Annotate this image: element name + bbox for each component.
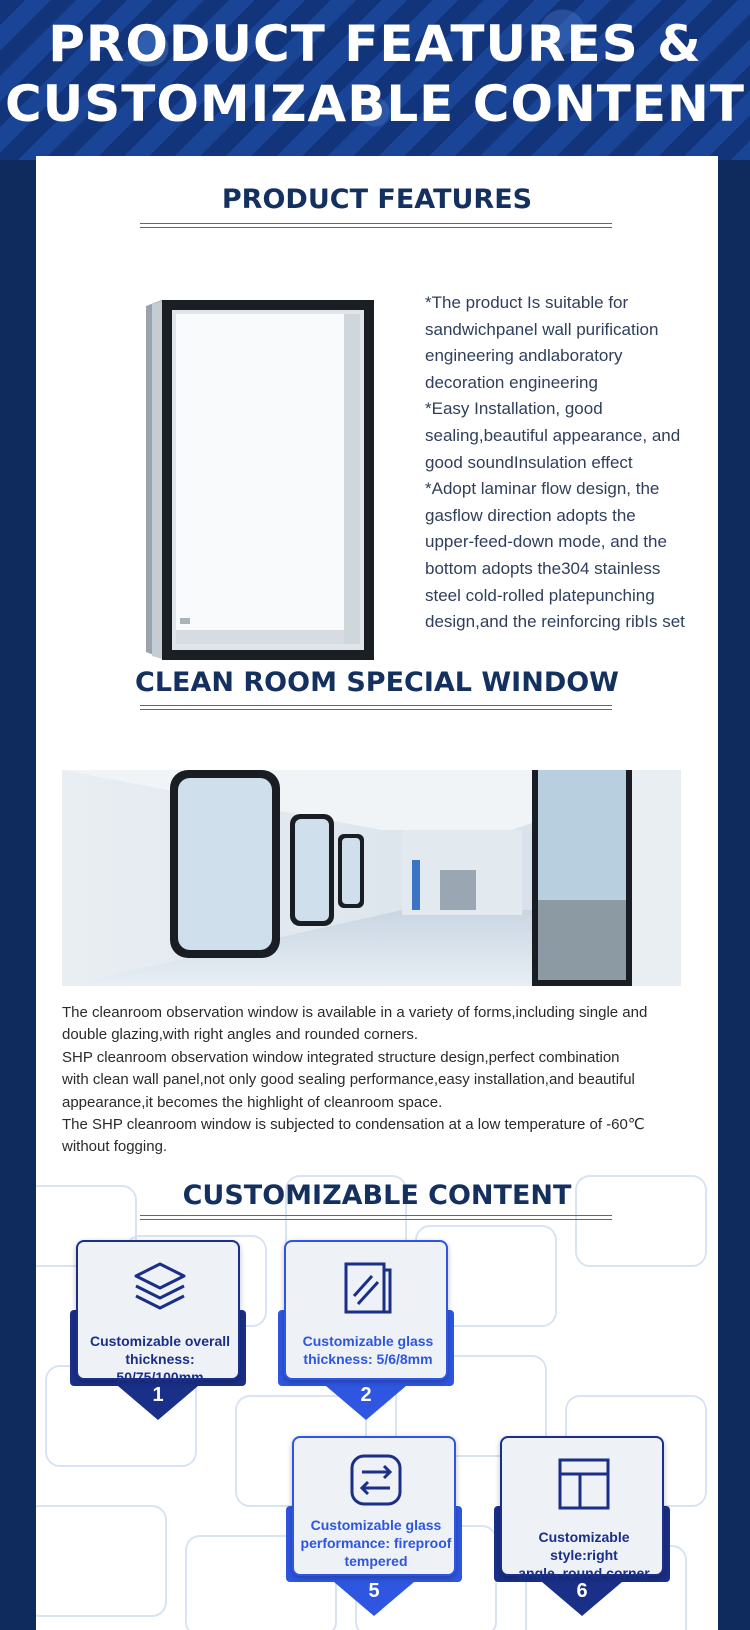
product-features-divider bbox=[140, 223, 612, 228]
glass-pane-icon bbox=[336, 1256, 400, 1320]
card-label-line: performance: fireproof bbox=[300, 1535, 452, 1551]
feature-line: upper-feed-down mode, and the bbox=[425, 532, 667, 552]
settings-toggle-icon bbox=[344, 1448, 408, 1512]
description-line: without fogging. bbox=[62, 1138, 168, 1156]
clean-room-description bbox=[62, 1002, 692, 1159]
card-number: 1 bbox=[152, 1384, 164, 1406]
card-label-line: thickness: 5/6/8mm bbox=[303, 1351, 433, 1367]
hero-banner bbox=[0, 0, 750, 160]
card-label-line: tempered bbox=[344, 1553, 408, 1569]
feature-line: sealing,beautiful appearance, and bbox=[425, 425, 681, 445]
window-layout-icon bbox=[552, 1452, 616, 1516]
description-line: with clean wall panel,not only good sealing performance,easy installation,and beautiful bbox=[62, 1071, 635, 1089]
cleanroom-corridor-photo bbox=[62, 770, 681, 986]
customization-card-6 bbox=[494, 1436, 670, 1618]
feature-line: gasflow direction adopts the bbox=[425, 505, 636, 525]
content-panel bbox=[36, 156, 718, 1166]
customization-card-2 bbox=[278, 1240, 454, 1422]
card-label-line: Customizable glass bbox=[302, 1333, 434, 1349]
card-number: 2 bbox=[360, 1384, 372, 1406]
description-line: SHP cleanroom observation window integrated structure design,perfect combination bbox=[62, 1048, 620, 1066]
feature-line: *Easy Installation, good bbox=[425, 399, 603, 419]
card-number: 6 bbox=[576, 1580, 588, 1602]
card-face bbox=[500, 1436, 664, 1581]
card-face bbox=[284, 1240, 448, 1380]
feature-line: steel cold-rolled platepunching bbox=[425, 585, 655, 605]
feature-line: design,and the reinforcing ribIs set bbox=[425, 612, 685, 632]
card-face bbox=[292, 1436, 456, 1576]
card-label bbox=[290, 1332, 446, 1368]
feature-line: *Adopt laminar flow design, the bbox=[425, 479, 660, 499]
customizable-content-divider bbox=[140, 1215, 612, 1220]
description-line: double glazing,with right angles and rounded corners. bbox=[62, 1026, 419, 1044]
feature-line: good soundInsulation effect bbox=[425, 452, 633, 472]
card-label-line: Customizable style:right bbox=[538, 1529, 630, 1563]
clean-room-divider bbox=[140, 705, 612, 710]
card-number: 5 bbox=[368, 1580, 380, 1602]
feature-line: bottom adopts the304 stainless bbox=[425, 558, 661, 578]
feature-line: sandwichpanel wall purification bbox=[425, 319, 659, 339]
customization-card-1 bbox=[70, 1240, 246, 1422]
customization-card-5 bbox=[286, 1436, 462, 1618]
card-label bbox=[298, 1516, 454, 1570]
description-line: The SHP cleanroom window is subjected to condensation at a low temperature of -60℃ bbox=[62, 1116, 645, 1134]
card-face bbox=[76, 1240, 240, 1385]
card-label bbox=[506, 1528, 662, 1582]
card-label-line: thickness: 50/75/100mm bbox=[116, 1351, 204, 1385]
feature-line: decoration engineering bbox=[425, 372, 598, 392]
description-line: appearance,it becomes the highlight of cleanroom space. bbox=[62, 1093, 443, 1111]
feature-line: engineering andlaboratory bbox=[425, 346, 623, 366]
page-title bbox=[0, 14, 750, 134]
page-title-line-2: CUSTOMIZABLE CONTENT bbox=[4, 75, 746, 133]
card-label-line: angle, round corner bbox=[518, 1565, 650, 1581]
feature-line: *The product Is suitable for bbox=[425, 293, 629, 312]
card-label bbox=[82, 1332, 238, 1386]
card-label-line: Customizable overall bbox=[89, 1333, 231, 1349]
customizable-content-heading: CUSTOMIZABLE CONTENT bbox=[182, 1180, 572, 1211]
description-line: The cleanroom observation window is available in a variety of forms,including single and bbox=[62, 1004, 648, 1021]
card-label-line: Customizable glass bbox=[310, 1517, 442, 1533]
layers-icon bbox=[128, 1256, 192, 1320]
page-title-line-1: PRODUCT FEATURES & bbox=[48, 15, 702, 73]
product-features-heading: PRODUCT FEATURES bbox=[221, 184, 533, 215]
product-features-text bbox=[425, 290, 703, 636]
clean-room-heading: CLEAN ROOM SPECIAL WINDOW bbox=[135, 667, 619, 698]
window-frame-illustration bbox=[140, 296, 390, 666]
